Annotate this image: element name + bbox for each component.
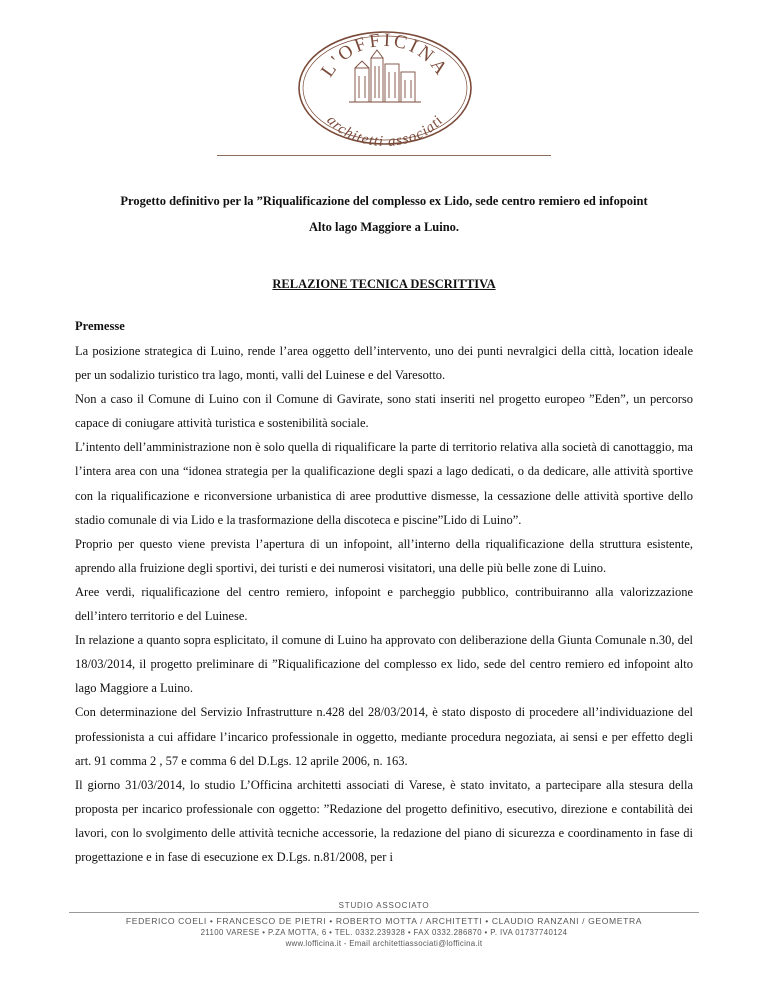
footer-divider bbox=[69, 912, 699, 913]
svg-text:architetti associati bbox=[323, 112, 446, 146]
paragraph: Proprio per questo viene prevista l’apertura di un infopoint, all’interno della riqualificazione della struttura esistente, aprendo alla fruizione degli sportivi, dei turisti e dei numerosi visitatori, una delle più belle zone di Luino. bbox=[75, 536, 693, 575]
paragraph: Il giorno 31/03/2014, lo studio L’Officina architetti associati di Varese, è stato invitato, a partecipare alla stesura della proposta per incarico professionale con oggetto: ”Redazione del progetto definitivo, esecutivo, direzione e contabilità dei lavori, con lo svolgimento delle attività tecniche accessorie, la redazione del piano di sicurezza e coordinamento in fase di progettazione e in fase di esecuzione ex D.Lgs. n.81/2008, per i bbox=[75, 777, 693, 864]
paragraph: Con determinazione del Servizio Infrastrutture n.428 del 28/03/2014, è stato disposto di procedere all’individuazione del professionista a cui affidare l’incarico professionale in oggetto, mediante procedura negoziata, ai sensi e per effetto degli art. 91 comma 2 , 57 e comma 6 del D.Lgs. 12 aprile 2006, n. 163. bbox=[75, 705, 693, 768]
header-divider bbox=[217, 155, 551, 156]
footer-names: FEDERICO COELI • FRANCESCO DE PIETRI • ROBERTO MOTTA / ARCHITETTI • CLAUDIO RANZANI / GEOMETRA bbox=[125, 916, 643, 926]
logo-top-text: L'OFFICINA bbox=[317, 29, 453, 82]
paragraph: Aree verdi, riqualificazione del centro remiero, infopoint e parcheggio pubblico, contribuiranno alla valorizzazione dell’intero territorio e del Luinese. bbox=[75, 584, 693, 624]
document-title-line-2: Alto lago Maggiore a Luino. bbox=[308, 220, 460, 234]
document-subtitle: RELAZIONE TECNICA DESCRITTIVA bbox=[272, 277, 496, 291]
letterhead-footer bbox=[0, 901, 768, 949]
section-heading: Premesse bbox=[75, 319, 125, 333]
footer-studio: STUDIO ASSOCIATO bbox=[338, 901, 430, 910]
paragraph: L’intento dell’amministrazione non è solo quella di riqualificare la parte di territorio relativa alla società di canottaggio, ma l’intera area con una “idonea strategia per la qualificazione degli spazi a lago dedicati, o da dedicare, alle attività sportive con la riqualificazione e riconversione urbanistica di aree produttive dismesse, la cessazione delle attività sportive dello stadio comunale di via Lido e la trasformazione della discoteca e piscine”Lido di Luino”. bbox=[75, 440, 693, 527]
paragraph: In relazione a quanto sopra esplicitato, il comune di Luino ha approvato con deliberazione della Giunta Comunale n.30, del 18/03/2014, il progetto preliminare di ”Riqualificazione del complesso ex lido, sede del centro remiero ed infopoint alto lago Maggiore a Luino. bbox=[75, 633, 693, 696]
logo-bottom-text: architetti associati bbox=[323, 112, 447, 146]
section-body bbox=[75, 339, 693, 869]
paragraph: Non a caso il Comune di Luino con il Comune di Gavirate, sono stati inseriti nel progetto europeo ”Eden”, un percorso capace di coniugare attività turistica e sostenibilità sociale. bbox=[75, 392, 693, 431]
paragraph: La posizione strategica di Luino, rende l’area oggetto dell’intervento, uno dei punti nevralgici della città, location ideale per un sodalizio turistico tra lago, monti, valli del Luinese e del Varesotto. bbox=[75, 344, 693, 383]
document-title-line-1: Progetto definitivo per la ”Riqualificazione del complesso ex Lido, sede centro remiero ed infopoint bbox=[120, 194, 648, 208]
footer-web: www.lofficina.it - Email architettiassociati@lofficina.it bbox=[285, 939, 483, 948]
footer-address: 21100 VARESE • P.ZA MOTTA, 6 • TEL. 0332.239328 • FAX 0332.286870 • P. IVA 01737740124 bbox=[200, 928, 568, 937]
studio-logo bbox=[293, 28, 477, 146]
